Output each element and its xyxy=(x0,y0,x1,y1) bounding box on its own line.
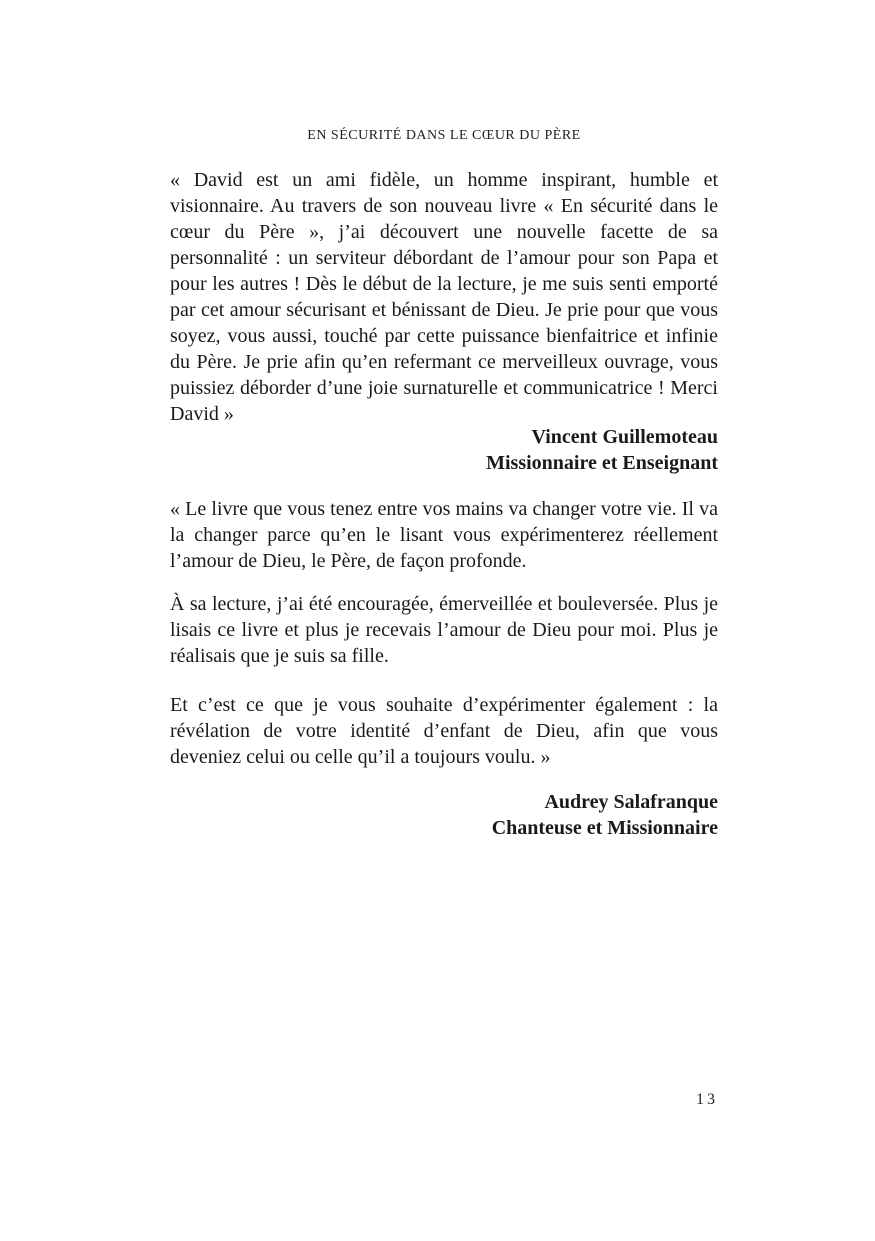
testimonial-1-text: « David est un ami fidèle, un homme inspirant, humble et visionnaire. Au travers de son nouveau livre « En sécurité dans le cœur du Père », j’ai découvert une nouvelle facette de sa personnalité : un serviteur débordant de l’amour pour son Papa et pour les autres ! Dès le début de la lecture, je me suis senti emporté par cet amour sécurisant et bénissant de Dieu. Je prie pour que vous soyez, vous aussi, touché par cette puissance bienfaitrice et infinie du Père. Je prie afin qu’en refermant ce merveilleux ouvrage, vous puissiez déborder d’une joie surnaturelle et communicatrice ! Merci David » xyxy=(170,169,718,425)
testimonial-2-signature xyxy=(170,789,718,841)
signature-author: Audrey Salafranque xyxy=(544,791,718,813)
signature-role: Chanteuse et Missionnaire xyxy=(491,817,718,839)
testimonial-2-paragraph-1: « Le livre que vous tenez entre vos mains va changer votre vie. Il va la changer parce qu’en le lisant vous expérimenterez réellement l’amour de Dieu, le Père, de façon profonde. xyxy=(170,498,718,572)
page-number: 13 xyxy=(696,1091,718,1108)
signature-author: Vincent Guillemoteau xyxy=(531,426,718,448)
signature-role: Missionnaire et Enseignant xyxy=(486,452,718,474)
testimonial-1-signature xyxy=(170,424,718,476)
testimonial-2-paragraph-2: À sa lecture, j’ai été encouragée, émerveillée et bouleversée. Plus je lisais ce livre et plus je recevais l’amour de Dieu pour moi. Plus je réalisais que je suis sa fille. xyxy=(170,593,718,667)
running-head: EN SÉCURITÉ DANS LE CŒUR DU PÈRE xyxy=(307,128,581,143)
testimonial-2-paragraph-3: Et c’est ce que je vous souhaite d’expérimenter également : la révélation de votre identité d’enfant de Dieu, afin que vous deveniez celui ou celle qu’il a toujours voulu. » xyxy=(170,694,718,768)
